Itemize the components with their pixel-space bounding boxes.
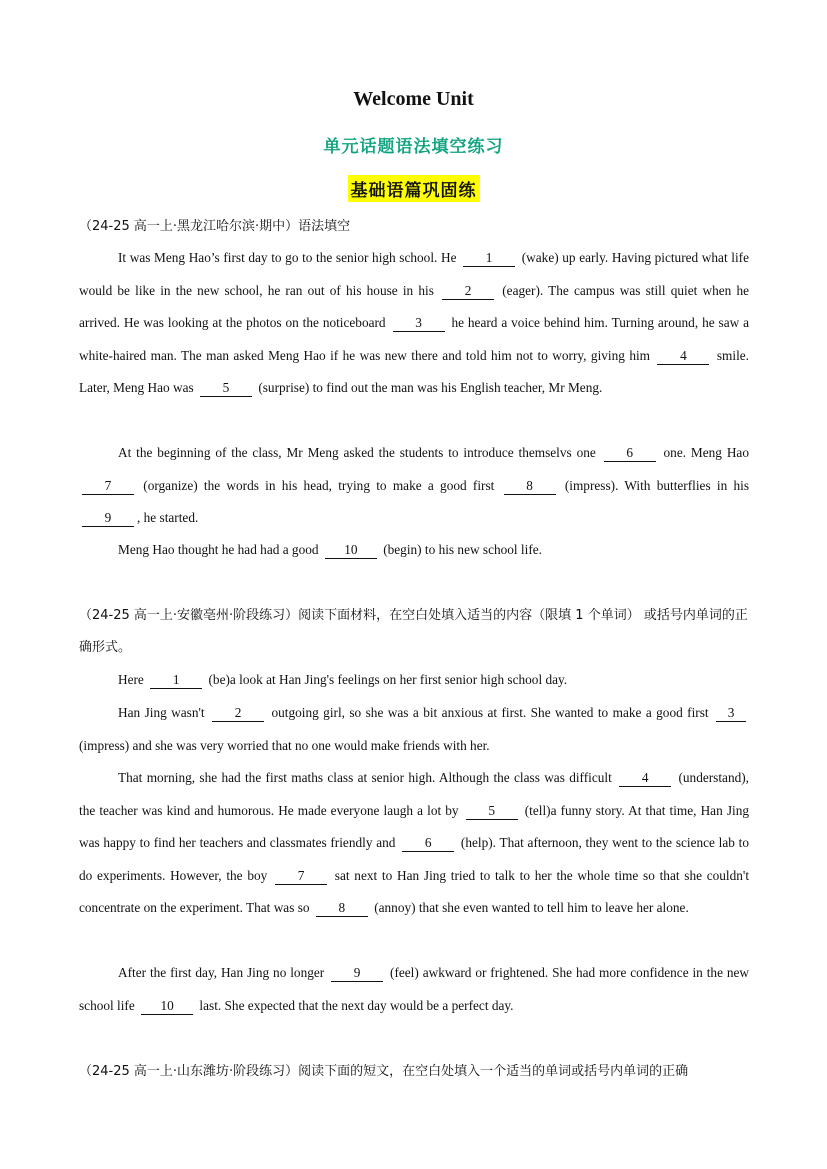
blank-5[interactable]: 5 bbox=[466, 803, 518, 820]
blank-9[interactable]: 9 bbox=[82, 510, 134, 527]
exercise2-paragraph-1 bbox=[79, 664, 749, 697]
text-segment: (annoy) that she even wanted to tell him to leave her alone. bbox=[374, 900, 689, 915]
exercise3-source: （24-25 高一上·山东潍坊·阶段练习）阅读下面的短文，在空白处填入一个适当的单词或括号内单词的正确 bbox=[79, 1064, 689, 1079]
blank-10[interactable]: 10 bbox=[141, 998, 193, 1015]
blank-3[interactable]: 3 bbox=[393, 315, 445, 332]
exercise2-paragraph-4 bbox=[79, 957, 749, 1022]
text-segment: (understand), the teacher was kind and humorous. He made everyone laugh a lot by bbox=[79, 770, 750, 818]
text-segment: (eager). The campus was still quiet when he arrived. He was looking at the photos on the noticeboard bbox=[79, 282, 750, 330]
text-segment: smile. Later, Meng Hao was bbox=[79, 347, 749, 395]
text-segment: (tell)a funny story. At that time, Han Jing was happy to find her teachers and classmates friendly and bbox=[79, 802, 749, 850]
unit-subtitle: 单元话题语法填空练习 bbox=[323, 137, 504, 157]
section-title-wrap bbox=[0, 175, 827, 202]
exercise1-paragraph-1 bbox=[79, 242, 749, 405]
text-segment: Meng Hao thought he had had a good bbox=[118, 542, 319, 557]
text-segment: Han Jing wasn't bbox=[118, 705, 205, 720]
blank-4[interactable]: 4 bbox=[619, 770, 671, 787]
section-title-highlight: 基础语篇巩固练 bbox=[348, 175, 480, 202]
text-segment: (help). That afternoon, they went to the science lab to do experiments. However, the boy bbox=[79, 835, 749, 883]
text-segment: At the beginning of the class, Mr Meng asked the students to introduce themselvs one bbox=[118, 445, 596, 460]
exercise2-source: （24-25 高一上·安徽亳州·阶段练习）阅读下面材料，在空白处填入适当的内容（限填 1 个单词） 或括号内单词的正确形式。 bbox=[79, 608, 748, 655]
text-segment: After the first day, Han Jing no longer bbox=[118, 965, 325, 980]
text-segment: (impress). With butterflies in his bbox=[564, 477, 749, 493]
text-segment: sat next to Han Jing tried to talk to her the whole time so that she couldn't concentrate on the experiment. That was so bbox=[79, 867, 750, 915]
text-segment: he heard a voice behind him. Turning around, he saw a white-haired man. The man asked Meng Hao if he was new there and told him not to worry, giving him bbox=[79, 315, 750, 363]
text-segment: , he started. bbox=[137, 510, 199, 525]
text-segment: outgoing girl, so she was a bit anxious at first. She wanted to make a good first bbox=[271, 705, 709, 720]
blank-3[interactable]: 3 bbox=[716, 705, 746, 722]
exercise1-paragraph-3 bbox=[79, 534, 749, 567]
exercise2-paragraph-2 bbox=[79, 697, 749, 762]
blank-6[interactable]: 6 bbox=[402, 835, 454, 852]
text-segment: (wake) up early. Having pictured what life would be like in the new school, he ran out of his house in his bbox=[79, 250, 749, 298]
unit-title: Welcome Unit bbox=[353, 88, 474, 110]
blank-4[interactable]: 4 bbox=[657, 348, 709, 365]
blank-8[interactable]: 8 bbox=[504, 478, 556, 495]
text-segment: one. Meng Hao bbox=[663, 445, 749, 460]
text-segment: (impress) and she was very worried that no one would make friends with her. bbox=[79, 737, 490, 753]
blank-8[interactable]: 8 bbox=[316, 900, 368, 917]
text-segment: Here bbox=[118, 672, 144, 687]
exercise1-paragraph-2 bbox=[79, 437, 749, 535]
blank-7[interactable]: 7 bbox=[275, 868, 327, 885]
text-segment: That morning, she had the first maths class at senior high. Although the class was difficult bbox=[118, 770, 612, 785]
text-segment: (feel) awkward or frightened. She had more confidence in the new school life bbox=[79, 965, 750, 1013]
blank-1[interactable]: 1 bbox=[463, 250, 515, 267]
text-segment: (surprise) to find out the man was his English teacher, Mr Meng. bbox=[258, 380, 603, 395]
blank-9[interactable]: 9 bbox=[331, 965, 383, 982]
text-segment: (organize) the words in his head, trying to make a good first bbox=[143, 477, 495, 493]
blank-6[interactable]: 6 bbox=[604, 445, 656, 462]
text-segment: It was Meng Hao’s first day to go to the senior high school. He bbox=[118, 250, 457, 265]
text-segment: last. She expected that the next day would be a perfect day. bbox=[199, 997, 514, 1013]
exercise2-paragraph-3 bbox=[79, 762, 749, 925]
exercise1-source: （24-25 高一上·黑龙江哈尔滨·期中）语法填空 bbox=[79, 219, 351, 234]
blank-7[interactable]: 7 bbox=[82, 478, 134, 495]
blank-2[interactable]: 2 bbox=[212, 705, 264, 722]
blank-10[interactable]: 10 bbox=[325, 542, 377, 559]
blank-5[interactable]: 5 bbox=[200, 380, 252, 397]
text-segment: (begin) to his new school life. bbox=[383, 542, 542, 557]
blank-1[interactable]: 1 bbox=[150, 672, 202, 689]
text-segment: (be)a look at Han Jing's feelings on her first senior high school day. bbox=[208, 672, 568, 687]
blank-2[interactable]: 2 bbox=[442, 283, 494, 300]
